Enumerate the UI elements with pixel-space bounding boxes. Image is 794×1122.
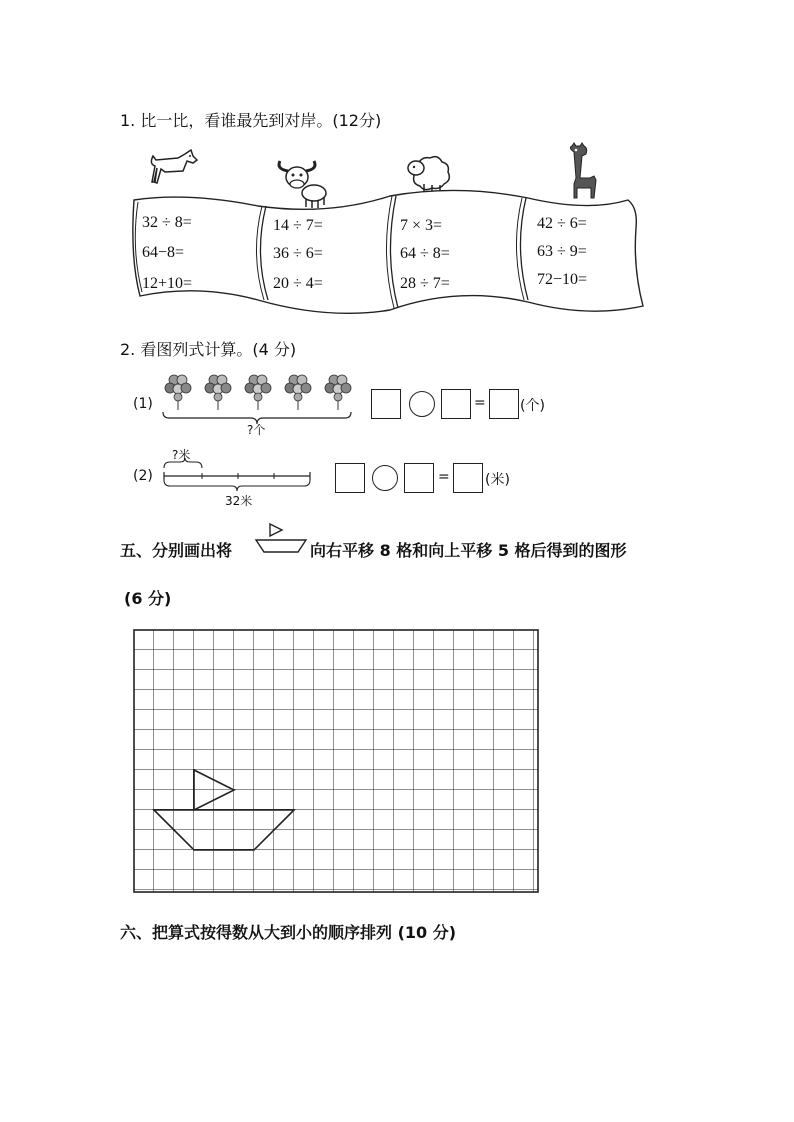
equation: 7 × 3=	[400, 217, 443, 234]
answer-box[interactable]	[489, 389, 519, 419]
q5-title-start: 五、分别画出将	[120, 541, 233, 560]
answer-box[interactable]	[335, 463, 365, 493]
q2-title: 2. 看图列式计算。(4 分)	[120, 340, 297, 359]
operator-circle[interactable]	[409, 391, 435, 417]
equation: 36 ÷ 6=	[273, 245, 323, 262]
q5-title-end: 向右平移 8 格和向上平移 5 格后得到的图形	[310, 541, 627, 560]
equals-sign: =	[438, 469, 450, 485]
equation: 64−8=	[142, 244, 185, 261]
equation: 28 ÷ 7=	[400, 275, 450, 292]
equation: 12+10=	[142, 275, 193, 292]
part-label: (2)	[133, 468, 153, 484]
translation-grid[interactable]	[133, 629, 541, 895]
operator-circle[interactable]	[372, 465, 398, 491]
unit-label: (米)	[485, 472, 510, 488]
equation: 42 ÷ 6=	[537, 215, 587, 232]
equation: 72−10=	[537, 271, 588, 288]
q5-points: (6 分)	[124, 589, 172, 608]
answer-box[interactable]	[453, 463, 483, 493]
equals-sign: =	[474, 395, 486, 411]
q6-title: 六、把算式按得数从大到小的顺序排列 (10 分)	[120, 923, 457, 942]
q1-title: 1. 比一比，看谁最先到对岸。(12分)	[120, 111, 382, 130]
equation: 64 ÷ 8=	[400, 245, 450, 262]
unit-label: (个)	[520, 398, 545, 414]
equation: 63 ÷ 9=	[537, 243, 587, 260]
answer-box[interactable]	[404, 463, 434, 493]
equation: 14 ÷ 7=	[273, 217, 323, 234]
balloons-illustration	[160, 372, 355, 414]
equation: 20 ÷ 4=	[273, 275, 323, 292]
boat-icon	[254, 522, 308, 556]
part-label: (1)	[133, 396, 153, 412]
total-label: ?个	[247, 423, 266, 437]
equation: 32 ÷ 8=	[142, 214, 192, 231]
total-length-label: 32米	[225, 494, 253, 508]
answer-box[interactable]	[441, 389, 471, 419]
part-length-label: ?米	[172, 448, 191, 462]
answer-box[interactable]	[371, 389, 401, 419]
